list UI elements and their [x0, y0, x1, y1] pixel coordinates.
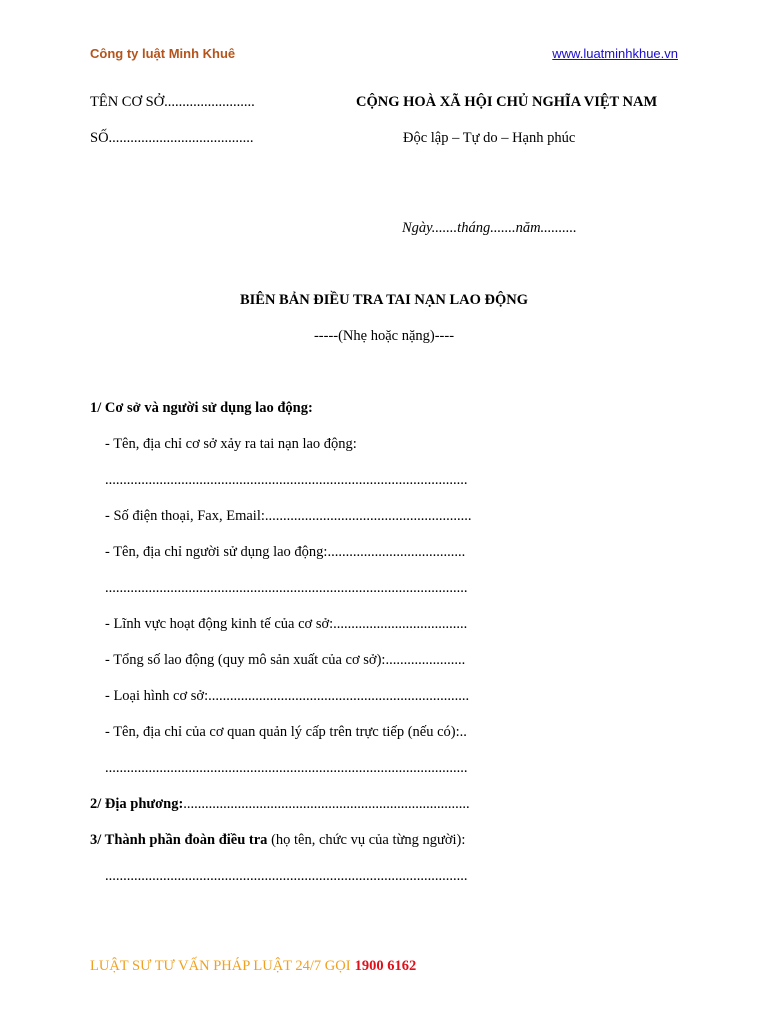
motto: Độc lập – Tự do – Hạnh phúc [403, 130, 576, 146]
section-3-label: 3/ Thành phần đoàn điều tra [90, 832, 268, 848]
document-subtitle: -----(Nhẹ hoặc nặng)---- [313, 328, 455, 344]
date-line: Ngày.......tháng.......năm.......... [402, 220, 577, 236]
website-link[interactable]: www.luatminhkhue.vn [552, 46, 678, 61]
company-name: Công ty luật Minh Khuê [90, 46, 236, 61]
list-item: - Tổng số lao động (quy mô sản xuất của cơ sở):...................... [105, 652, 466, 668]
list-item: - Số điện thoại, Fax, Email:......................................................... [105, 508, 472, 524]
section-3-note: (họ tên, chức vụ của từng người): [267, 832, 466, 848]
footer-hotline [90, 958, 416, 975]
list-item: - Lĩnh vực hoạt động kinh tế của cơ sở:..................................... [105, 616, 468, 632]
list-item: .................................................................................................... [105, 760, 468, 776]
section-2-label: 2/ Địa phương: [90, 796, 184, 812]
list-item: - Tên, địa chỉ cơ sở xảy ra tai nạn lao động: [105, 436, 357, 452]
list-item: - Tên, địa chỉ người sử dụng lao động:...................................... [105, 544, 466, 560]
section-3-line [90, 832, 465, 849]
document-title: BIÊN BẢN ĐIỀU TRA TAI NẠN LAO ĐỘNG [239, 292, 529, 308]
list-item: .................................................................................................... [105, 580, 468, 596]
section-1-heading: 1/ Cơ sở và người sử dụng lao động: [90, 400, 313, 416]
nation-title: CỘNG HOÀ XÃ HỘI CHỦ NGHĨA VIỆT NAM [356, 94, 658, 110]
list-item: - Tên, địa chỉ của cơ quan quản lý cấp trên trực tiếp (nếu có):.. [105, 724, 467, 740]
list-item: .................................................................................................... [105, 472, 468, 488]
section-2-dots: ............................................................................... [183, 796, 470, 812]
list-item: - Loại hình cơ sở:........................................................................ [105, 688, 470, 704]
footer-phone[interactable]: 1900 6162 [354, 958, 417, 974]
footer-text: LUẬT SƯ TƯ VẤN PHÁP LUẬT 24/7 GỌI [90, 958, 351, 974]
section-2-line [90, 796, 470, 813]
facility-name-field: TÊN CƠ SỞ......................... [90, 94, 255, 110]
section-3-dots: .................................................................................................... [105, 868, 468, 884]
document-number-field: SỐ........................................ [90, 130, 254, 146]
